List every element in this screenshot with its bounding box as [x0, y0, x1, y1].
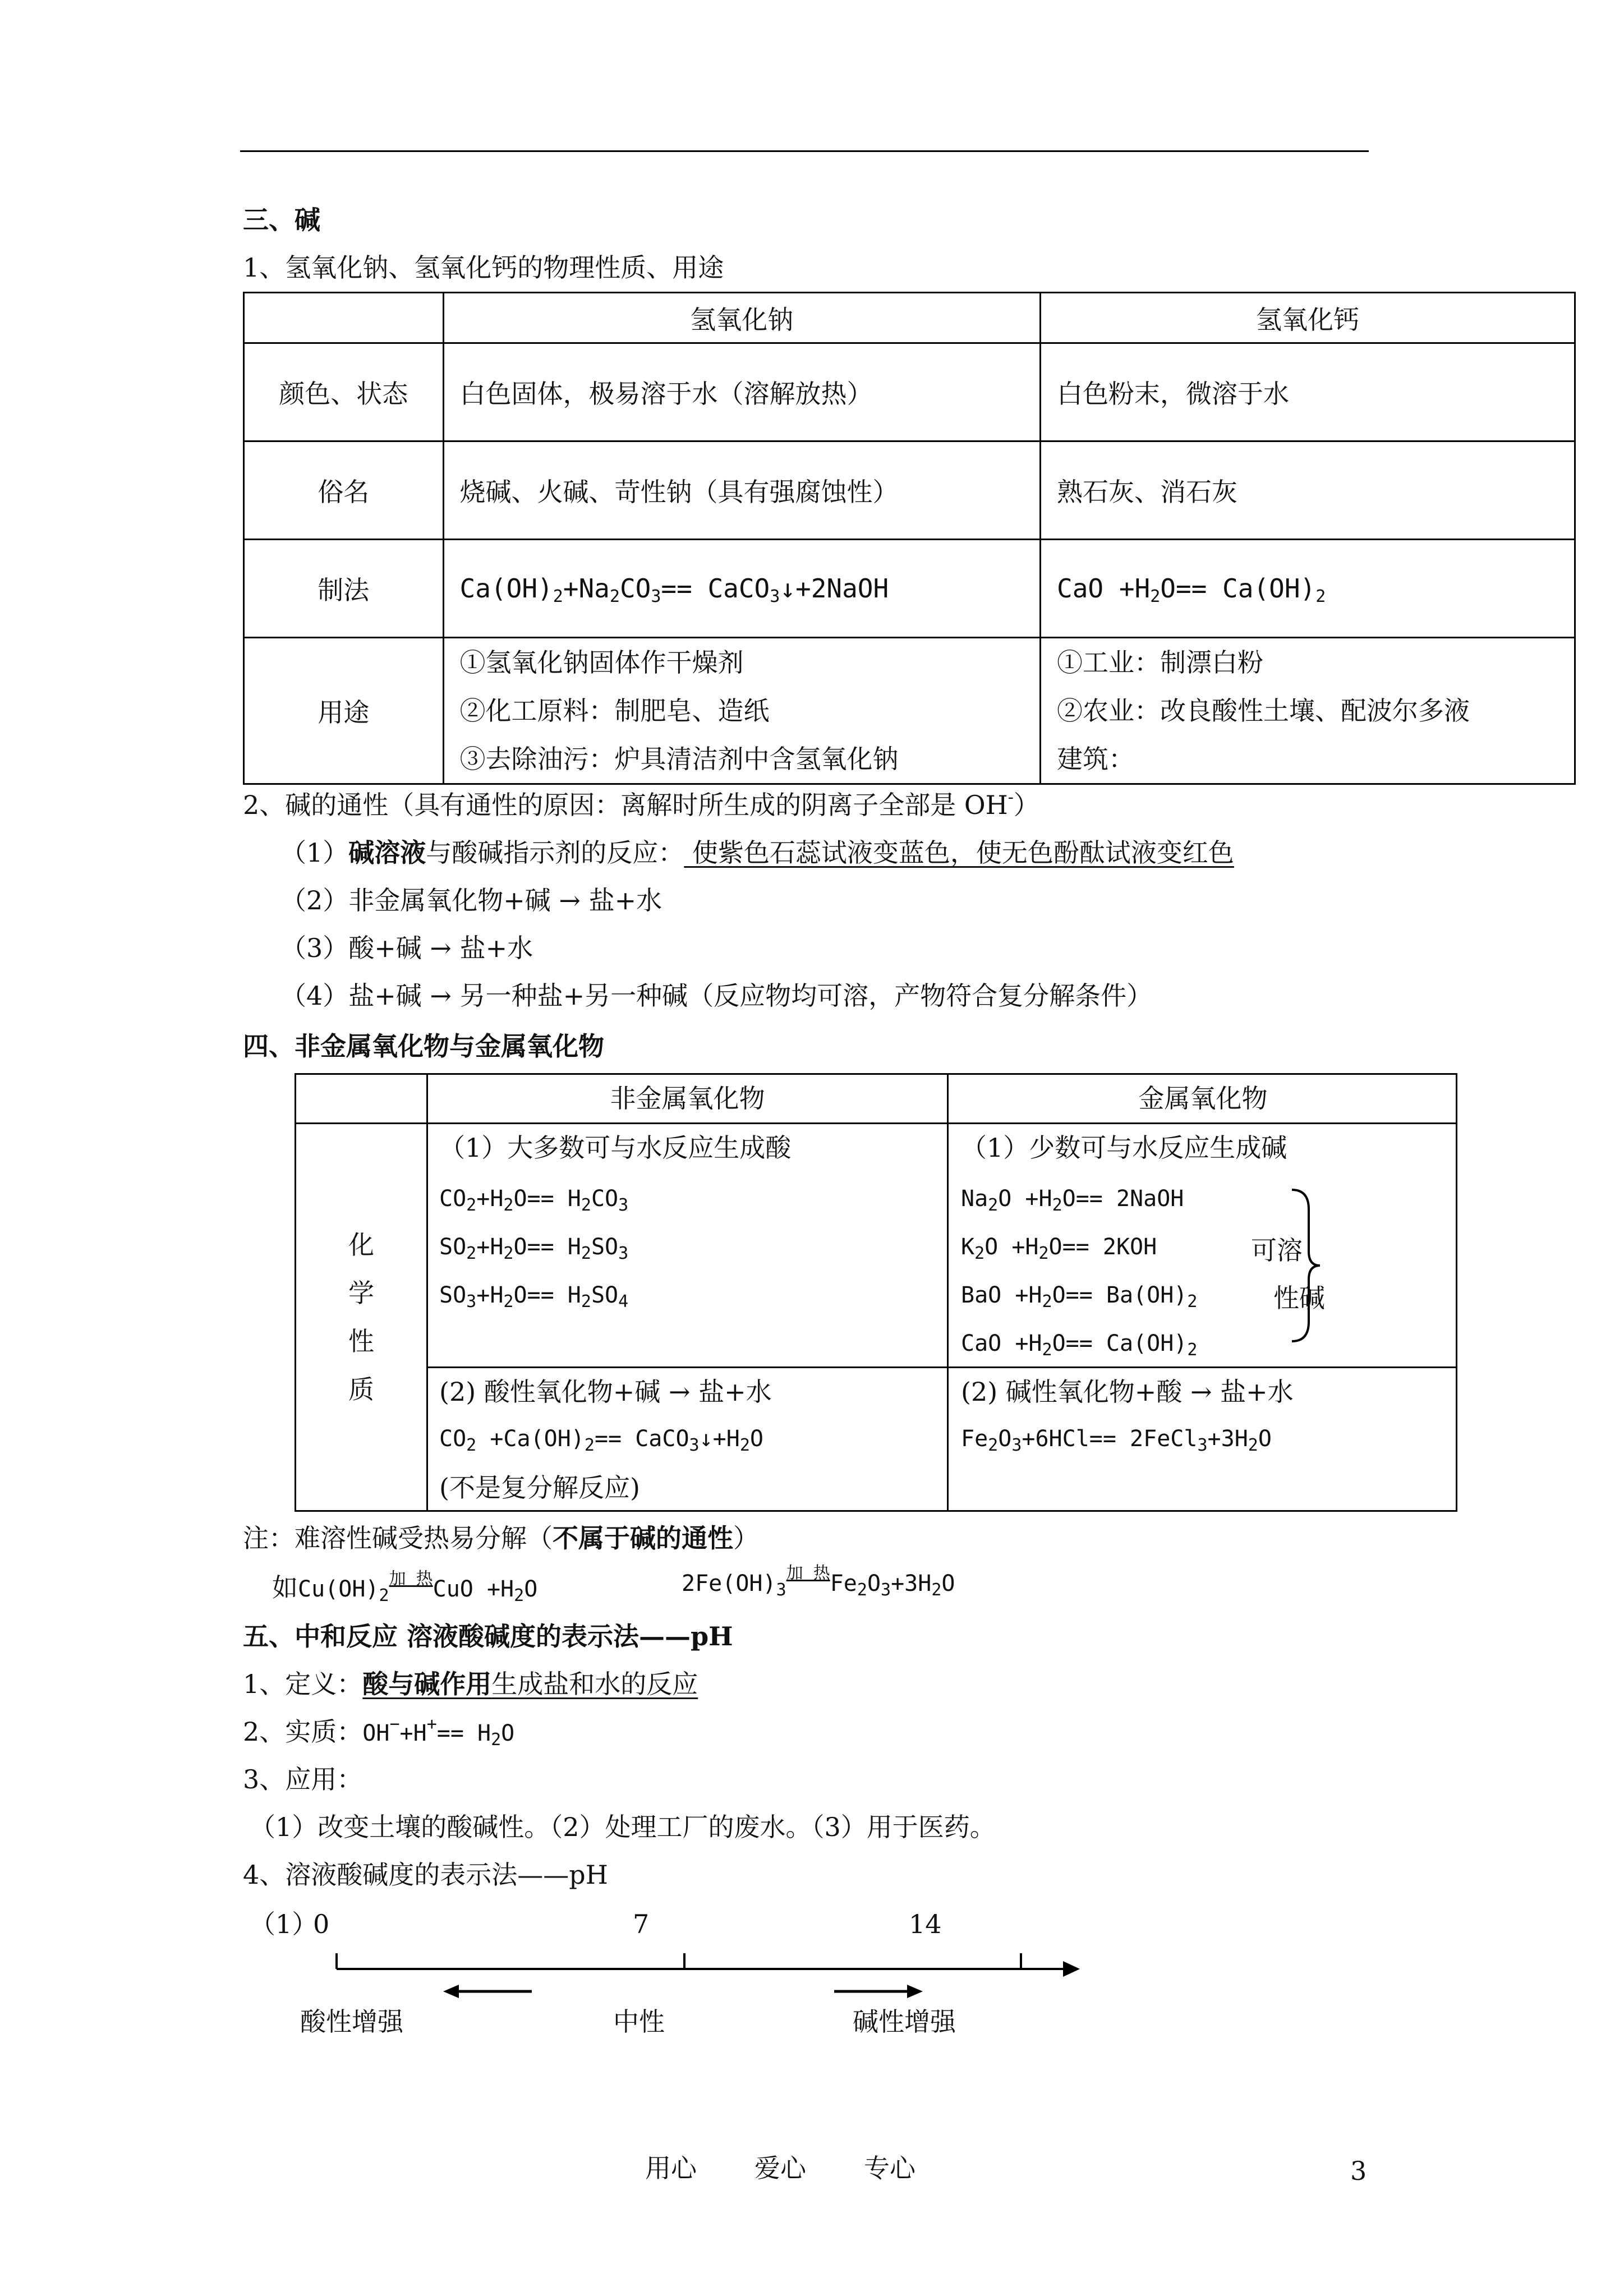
base-property-1-bold: 碱溶液 — [348, 838, 426, 868]
footer-motto-2: 爱心 — [755, 2153, 806, 2183]
base-property-2: （2）非金属氧化物+碱 → 盐+水 — [280, 885, 663, 915]
header-caoh: 氢氧化钙 — [1041, 293, 1575, 343]
base-property-4: （4）盐+碱 → 另一种盐+另一种碱（反应物均可溶，产物符合复分解条件） — [280, 981, 1153, 1011]
nonmetal-property-1: （1）大多数可与水反应生成酸 — [439, 1133, 792, 1163]
row-label-common-name: 俗名 — [244, 441, 444, 540]
header-rule — [240, 150, 1369, 152]
heat-label-1: 加 热 — [389, 1569, 433, 1589]
base-properties-heading-close: ） — [1013, 790, 1039, 820]
section-title-oxides: 四、非金属氧化物与金属氧化物 — [243, 1031, 604, 1061]
note-insoluble-bases — [243, 1521, 759, 1555]
arrow-left-icon — [443, 1980, 533, 2003]
definition-label: 1、定义： — [243, 1669, 363, 1699]
cell-caoh-color-state: 白色粉末，微溶于水 — [1041, 343, 1575, 441]
oxides-header-divider — [296, 1122, 1456, 1124]
metal-equation-k2o: $K_2O +H_2O== 2KOH$ — [961, 1234, 1157, 1263]
naoh-use-3: ③去除油污：炉具清洁剂中含氢氧化钠 — [459, 744, 899, 774]
row-label-preparation: 制法 — [244, 540, 444, 638]
metal-equation-cao: CaO $+H_2O== Ca(OH)_2$ — [961, 1331, 1198, 1360]
decomposition-prefix: 如 — [272, 1572, 298, 1603]
caoh-use-2: ②农业：改良酸性土壤、配波尔多液 — [1057, 696, 1470, 726]
row-label-uses: 用途 — [244, 638, 444, 784]
nonmetal-equation-so2: $SO_2+H_2O== H_2SO_3$ — [439, 1234, 629, 1263]
ph-tick-label-14: 14 — [909, 1909, 942, 1939]
base-properties-heading: 2、碱的通性（具有通性的原因：离解时所生成的阴离子全部是 OH-） — [243, 788, 1039, 820]
section-title-neutralization: 五、中和反应 溶液酸碱度的表示法——pH — [243, 1621, 733, 1651]
arrow-right-icon — [833, 1980, 923, 2003]
nonmetal-equation-co2-caoh: $CO_2 +Ca(OH)_2==$ $CaCO_3↓+H_2O$ — [439, 1426, 763, 1455]
side-label-chemical-properties — [296, 1221, 426, 1414]
naoh-use-1: ①氢氧化钠固体作干燥剂 — [459, 647, 744, 678]
essence-label: 2、实质： — [243, 1717, 363, 1747]
heat-label-2: 加 热 — [786, 1563, 830, 1583]
cell-caoh-common-name: 熟石灰、消石灰 — [1041, 441, 1575, 540]
ph-scale-prefix: （1） — [250, 1909, 318, 1939]
metal-equation-bao: BaO $+H_2O== Ba(OH)_2$ — [961, 1282, 1198, 1312]
table-corner-cell — [244, 293, 444, 343]
oxides-side-divider — [426, 1075, 428, 1510]
base-increase-label: 碱性增强 — [853, 2007, 956, 2037]
side-label-char-2: 学 — [348, 1278, 374, 1308]
naoh-use-2: ②化工原料：制肥皂、造纸 — [459, 696, 770, 726]
metal-equation-na2o: $Na_2O +H_2O==$ 2NaOH — [961, 1186, 1184, 1215]
nonmetal-equation-so3: $SO_3+H_2O== H_2SO_4$ — [439, 1282, 629, 1312]
caoh-use-3: 建筑： — [1057, 744, 1135, 774]
essence-equation: $OH^-+H^+== H_2O$ — [362, 1714, 515, 1750]
cell-naoh-common-name: 烧碱、火碱、苛性钠（具有强腐蚀性） — [443, 441, 1041, 540]
metal-equation-fe2o3: $Fe_2O_3+6HCl==$ $2FeCl_3+3H_2O$ — [961, 1426, 1272, 1455]
side-label-char-4: 质 — [348, 1374, 374, 1405]
cell-naoh-uses — [443, 638, 1041, 784]
note-text: 注：难溶性碱受热易分解（ — [243, 1523, 553, 1553]
caoh-use-1: ①工业：制漂白粉 — [1057, 647, 1264, 678]
header-metal-oxide: 金属氧化物 — [1138, 1083, 1268, 1114]
base-property-1-text: 与酸碱指示剂的反应： — [426, 838, 684, 868]
decomposition-equation-fe: $2Fe(OH)_3^{加 热}Fe_2O_3+3H_2O$ — [682, 1563, 955, 1600]
nonmetal-note: (不是复分解反应) — [439, 1473, 640, 1503]
nonmetal-property-2: (2) 酸性氧化物+碱 → 盐+水 — [439, 1377, 772, 1407]
base-property-1-underlined: 使紫色石蕊试液变蓝色，使无色酚酞试液变红色 — [684, 838, 1234, 868]
side-label-char-3: 性 — [348, 1326, 374, 1356]
ph-tick-label-0: 0 — [313, 1909, 330, 1939]
cell-naoh-preparation: $Ca(OH)_2+Na_2CO_3==$ CaCO$_3$↓+2NaOH — [443, 540, 1041, 638]
footer-motto-3: 专心 — [864, 2153, 915, 2183]
naoh-caoh-table — [243, 292, 1576, 785]
definition-line — [243, 1667, 698, 1701]
acid-increase-label: 酸性增强 — [300, 2007, 403, 2037]
base-properties-heading-text: 2、碱的通性（具有通性的原因：离解时所生成的阴离子全部是 OH — [243, 790, 1008, 820]
header-nonmetal-oxide: 非金属氧化物 — [610, 1083, 765, 1114]
ph-tick-label-7: 7 — [633, 1909, 650, 1939]
cell-naoh-color-state: 白色固体，极易溶于水（溶解放热） — [443, 343, 1041, 441]
cell-caoh-preparation: CaO $+H_2O== Ca(OH)_2$ — [1041, 540, 1575, 638]
note-bold: 不属于碱的通性 — [553, 1523, 733, 1553]
brace-label-soluble: 可溶 — [1251, 1235, 1303, 1266]
subheading-physical-properties: 1、氢氧化钠、氢氧化钙的物理性质、用途 — [243, 252, 724, 283]
application-heading: 3、应用： — [243, 1764, 363, 1795]
header-naoh: 氢氧化钠 — [443, 293, 1041, 343]
decomposition-equation-cu: 如$Cu(OH)_2^{加 热}CuO +H_2O$ — [272, 1569, 538, 1605]
base-property-3: （3）酸+碱 → 盐+水 — [280, 933, 533, 963]
neutral-label: 中性 — [613, 2007, 665, 2037]
base-property-1-index: （1） — [280, 838, 349, 868]
metal-property-1: （1）少数可与水反应生成碱 — [961, 1133, 1287, 1163]
note-close: ） — [733, 1523, 759, 1553]
cell-caoh-uses — [1041, 638, 1575, 784]
nonmetal-equation-co2: $CO_2+H_2O== H_2CO_3$ — [439, 1186, 629, 1215]
page-number: 3 — [1350, 2156, 1367, 2186]
definition-bold: 酸与碱作用 — [362, 1669, 492, 1699]
oxides-middle-divider — [947, 1075, 949, 1510]
base-property-1 — [280, 836, 1234, 869]
ph-heading: 4、溶液酸碱度的表示法——pH — [243, 1860, 608, 1890]
metal-property-2: (2) 碱性氧化物+酸 → 盐+水 — [961, 1377, 1294, 1407]
oxides-row-divider — [426, 1366, 1457, 1368]
definition-underlined: 生成盐和水的反应 — [491, 1669, 698, 1699]
footer-motto-1: 用心 — [645, 2153, 697, 2183]
section-title-bases: 三、碱 — [243, 205, 320, 235]
essence-line — [243, 1715, 514, 1750]
application-items: （1）改变土壤的酸碱性。（2）处理工厂的废水。（3）用于医药。 — [250, 1812, 996, 1842]
brace-label-base: 性碱 — [1273, 1283, 1325, 1313]
oxides-table — [295, 1073, 1457, 1512]
row-label-color-state: 颜色、状态 — [244, 343, 444, 441]
side-label-char-1: 化 — [348, 1230, 374, 1260]
